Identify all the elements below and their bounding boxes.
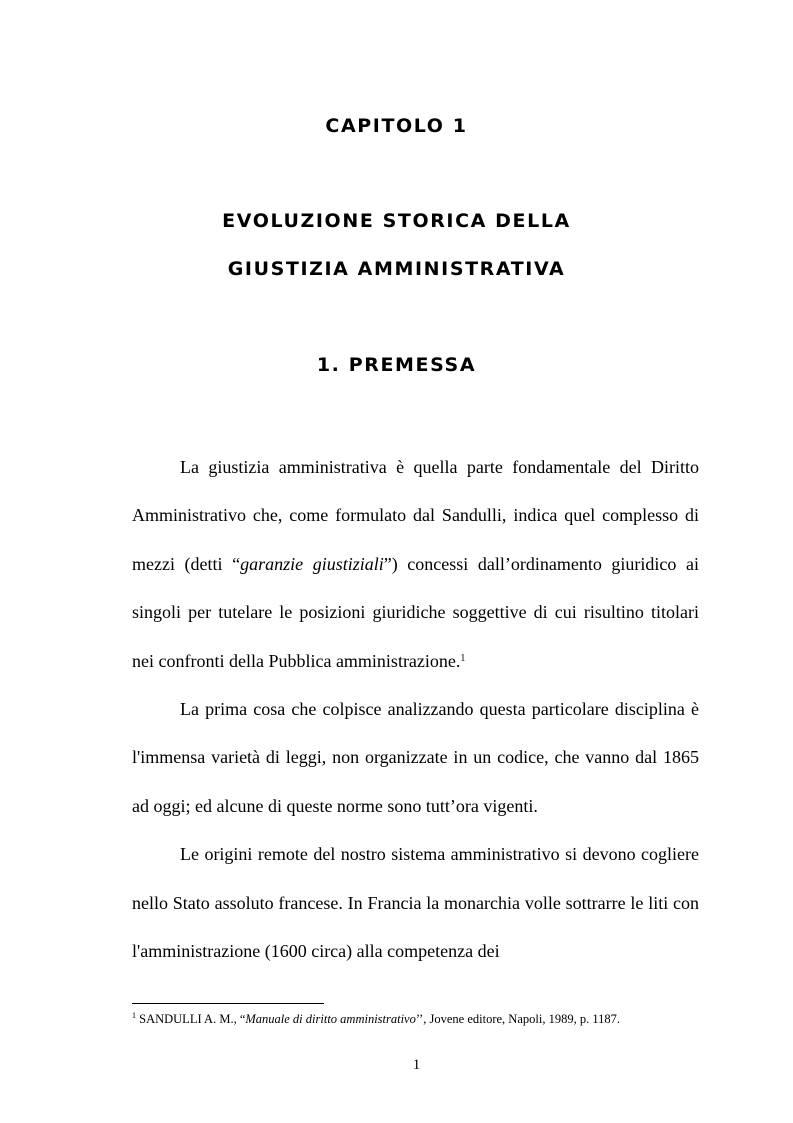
paragraph-1-text-b: ”) concessi dall’ordinamento giuridico ai singoli per tutelare le posizioni giuridiche soggettive di cui risultino titolari nei confronti della Pubblica amministrazione. [132,553,699,671]
footnote-author: SANDULLI A. M., “ [136,1012,246,1026]
paragraph-2: La prima cosa che colpisce analizzando questa particolare disciplina è l'immensa varietà di leggi, non organizzate in un codice, che vanno dal 1865 ad oggi; ed alcune di queste norme sono tutt’ora vigenti. [132,699,699,816]
footnote-details: ’’, Jovene editore, Napoli, 1989, p. 1187. [415,1012,620,1026]
paragraph-3: Le origini remote del nostro sistema amministrativo si devono cogliere nello Stato assoluto francese. In Francia la monarchia volle sottrarre le liti con l'amministrazione (1600 circa) alla competenza dei [132,844,699,962]
footnote-separator [132,1003,324,1004]
chapter-title-line-2: GIUSTIZIA AMMINISTRATIVA [227,258,566,280]
footnote [132,1012,752,1027]
footnote-number: 1 [132,1011,136,1020]
section-heading: 1. PREMESSA [316,354,477,376]
paragraph-1 [132,443,699,685]
footnote-reference[interactable]: 1 [460,652,466,664]
footnote-title: Manuale di diritto amministrativo [245,1012,416,1026]
page-number: 1 [412,1057,421,1073]
paragraph-1-text-a: La giustizia amministrativa è quella parte fondamentale del Diritto Amministrativo che, come formulato dal Sandulli, indica quel complesso di mezzi (detti “ [132,457,699,574]
body-text [132,443,699,975]
chapter-title-line-1: EVOLUZIONE STORICA DELLA [222,210,571,232]
chapter-label: CAPITOLO 1 [325,115,468,137]
paragraph-1-emphasis: garanzie giustiziali [240,553,384,574]
